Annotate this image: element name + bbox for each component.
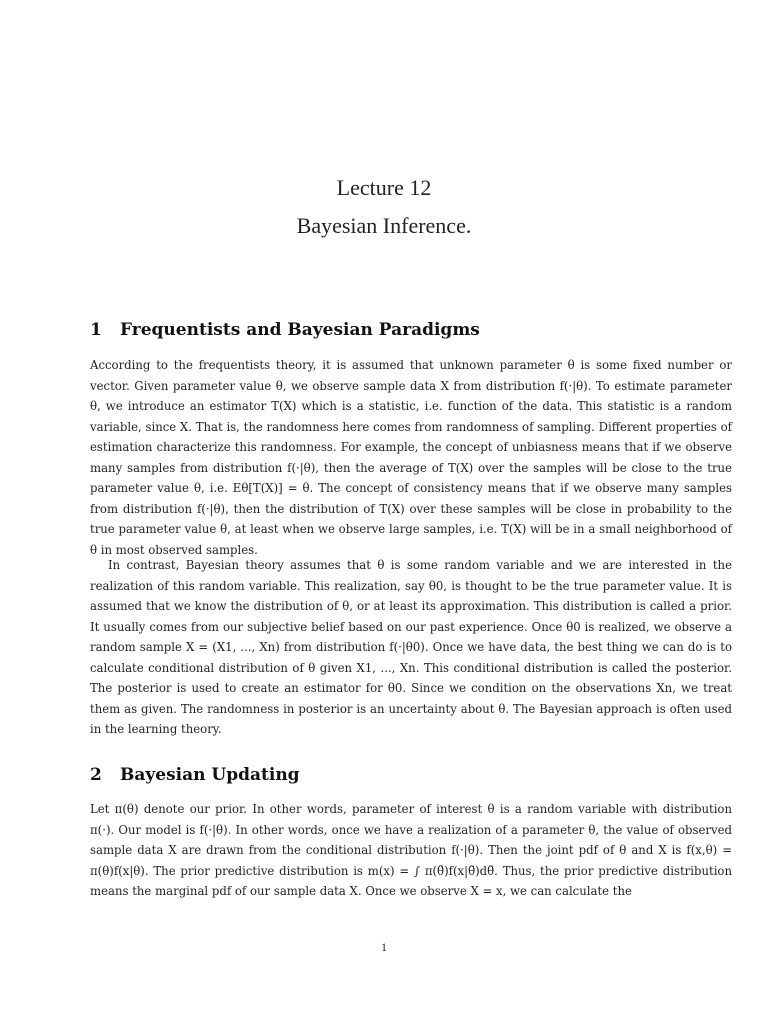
section-title: Frequentists and Bayesian Paradigms	[120, 320, 480, 340]
section-title: Bayesian Updating	[120, 765, 300, 785]
paragraph-bayesian-updating: Let π(θ) denote our prior. In other words, parameter of interest θ is a random variable with distribution π(·). Our model is f(·|θ). In other words, once we have a realization of a parameter θ, the value of observed sample data X are drawn from the conditional distribution f(·|θ). Then the joint pdf of θ and X is f(x,θ) = π(θ)f(x|θ). The prior predictive distribution is m(x) = ∫ π(θ̃)f(x|θ̃)dθ̃. Thus, the prior predictive distribution means the marginal pdf of our sample data X. Once we observe X = x, we can calculate the	[90, 802, 732, 898]
lecture-title: Lecture 12	[336, 175, 432, 200]
section-heading-2	[90, 765, 300, 785]
section-number: 1	[90, 320, 102, 340]
paragraph-frequentists: According to the frequentists theory, it is assumed that unknown parameter θ is some fixed number or vector. Given parameter value θ, we observe sample data X from distribution f(·|θ). To estimate parameter θ, we introduce an estimator T(X) which is a statistic, i.e. function of the data. This statistic is a random variable, since X. That is, the randomness here comes from randomness of sampling. Different properties of estimation characterize this randomness. For example, the concept of unbiasness means that if we observe many samples from distribution f(·|θ), then the average of T(X) over the samples will be close to the true parameter value θ, i.e. Eθ[T(X)] = θ. The concept of consistency means that if we observe many samples from distribution f(·|θ), then the distribution of T(X) over these samples will be close in probability to the true parameter value θ, at least when we observe large samples, i.e. T(X) will be in a small neighborhood of θ in most observed samples.	[90, 358, 732, 557]
section-number: 2	[90, 765, 102, 785]
lecture-subtitle: Bayesian Inference.	[296, 213, 472, 238]
paragraph-bayesian-contrast: In contrast, Bayesian theory assumes that θ is some random variable and we are interested in the realization of this random variable. This realization, say θ0, is thought to be the true parameter value. It is assumed that we know the distribution of θ, or at least its approximation. This distribution is called a prior. It usually comes from our subjective belief based on our past experience. Once θ0 is realized, we observe a random sample X = (X1, ..., Xn) from distribution f(·|θ0). Once we have data, the best thing we can do is to calculate conditional distribution of θ given X1, ..., Xn. This conditional distribution is called the posterior. The posterior is used to create an estimator for θ0. Since we condition on the observations Xn, we treat them as given. The randomness in posterior is an uncertainty about θ. The Bayesian approach is often used in the learning theory.	[90, 558, 732, 736]
section-heading-1	[90, 320, 480, 340]
page-number: 1	[381, 940, 387, 954]
